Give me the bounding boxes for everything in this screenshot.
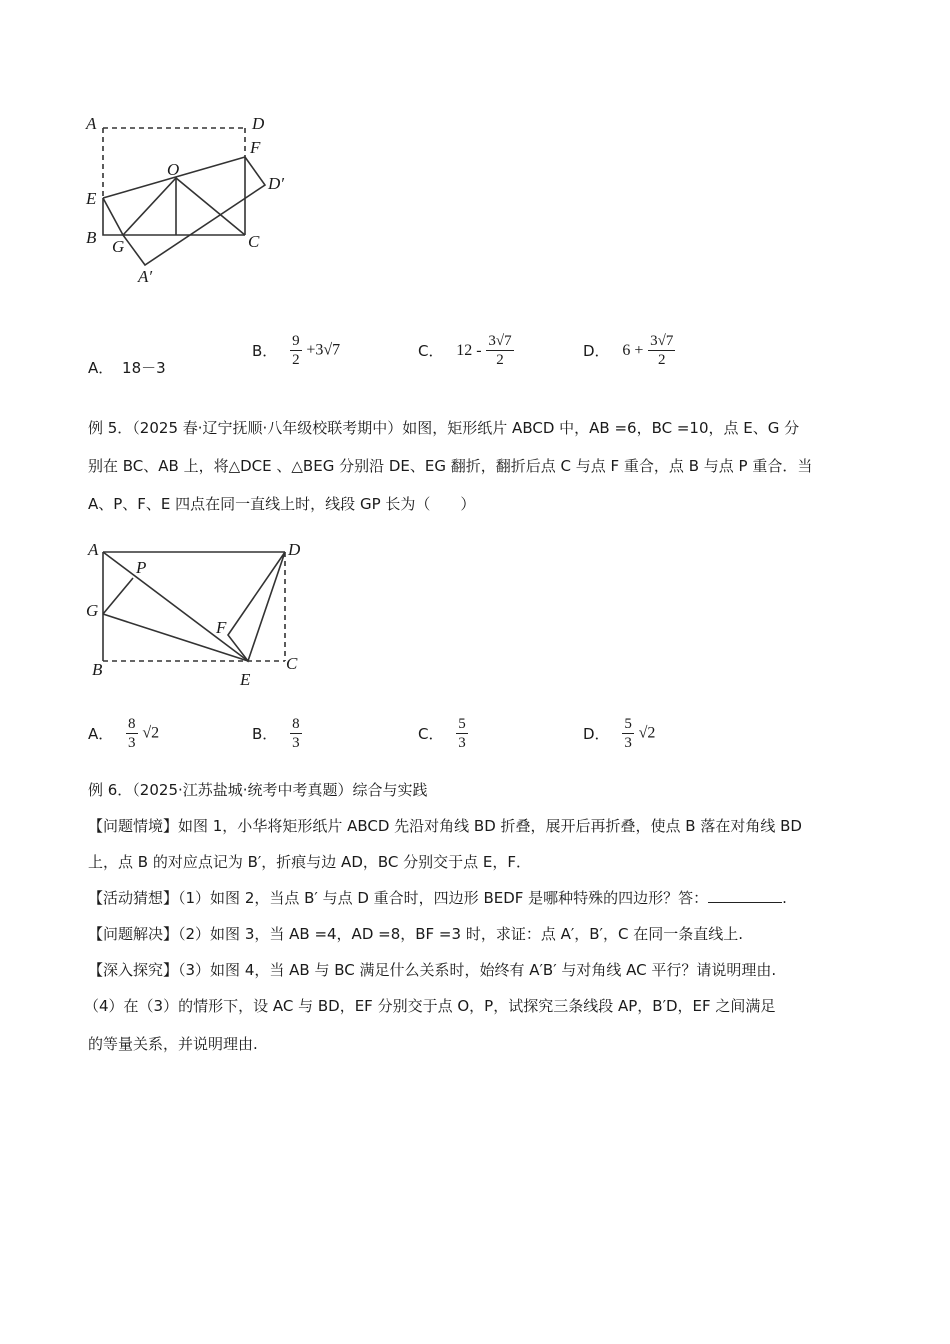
example-6-explore: 【深入探究】（3）如图 4，当 AB 与 BC 满足什么关系时，始终有 A′B′ 与对角线 AC 平行？请说明理由. <box>88 961 777 979</box>
option-label: D． <box>583 725 610 743</box>
denominator: 2 <box>292 352 300 368</box>
fraction <box>290 715 302 752</box>
label-D: D <box>288 540 301 559</box>
fraction <box>622 715 634 752</box>
fraction <box>290 332 302 369</box>
denominator: 3 <box>292 735 300 751</box>
option-head: 6 + <box>622 341 644 359</box>
denominator: 3 <box>458 735 466 751</box>
q5-option-b[interactable] <box>252 715 302 752</box>
label-B: B <box>86 228 97 247</box>
label-C: C <box>248 232 260 251</box>
option-label: A． <box>88 725 114 743</box>
q4-option-c[interactable] <box>418 332 514 369</box>
denominator: 2 <box>496 352 504 368</box>
denominator: 3 <box>128 735 136 751</box>
label-F: F <box>216 618 227 637</box>
numerator: 8 <box>292 716 300 732</box>
fraction <box>456 715 468 752</box>
example-6-part4-line-1: （4）在（3）的情形下，设 AC 与 BD，EF 分别交于点 O，P，试探究三条线段 AP，B′D，EF 之间满足 <box>84 997 776 1015</box>
label-D-prime: D′ <box>268 174 284 193</box>
q5-option-c[interactable] <box>418 715 468 752</box>
fraction <box>126 715 138 752</box>
example-6-solve: 【问题解决】（2）如图 3，当 AB =4，AD =8，BF =3 时，求证：点 A′，B′，C 在同一条直线上. <box>88 925 743 943</box>
option-label: D． <box>583 342 610 360</box>
option-label: C． <box>418 725 444 743</box>
q5-option-a[interactable] <box>88 715 159 752</box>
figure-1 <box>0 0 300 300</box>
label-P: P <box>136 558 147 577</box>
option-tail: +3√7 <box>306 341 341 359</box>
option-label: B． <box>252 725 278 743</box>
q4-option-a[interactable] <box>88 357 166 378</box>
example-6-situation-line-2: 上，点 B 的对应点记为 B′，折痕与边 AD，BC 分别交于点 E，F． <box>88 853 532 871</box>
example-5-line-3: A、P、F、E 四点在同一直线上时，线段 GP 长为（ ） <box>88 495 476 513</box>
figure-2 <box>0 530 320 690</box>
option-head: 12 - <box>456 341 482 359</box>
label-D: D <box>252 114 265 133</box>
label-B: B <box>92 660 103 679</box>
denominator: 2 <box>658 352 666 368</box>
numerator: 3√7 <box>488 333 512 349</box>
label-G: G <box>86 601 99 620</box>
denominator: 3 <box>624 735 632 751</box>
numerator: 5 <box>458 716 466 732</box>
label-E: E <box>240 670 251 689</box>
example-6-situation-line-1: 【问题情境】如图 1，小华将矩形纸片 ABCD 先沿对角线 BD 折叠，展开后再折叠，使点 B 落在对角线 BD <box>88 817 802 835</box>
label-A-prime: A′ <box>138 267 153 286</box>
label-A: A <box>88 540 99 559</box>
answer-blank[interactable] <box>708 888 782 903</box>
label-O: O <box>167 160 180 179</box>
option-tail: √2 <box>638 724 656 742</box>
numerator: 3√7 <box>650 333 674 349</box>
option-label: A． <box>88 359 114 377</box>
example-6-part4-line-2: 的等量关系，并说明理由. <box>88 1035 258 1053</box>
label-A: A <box>86 114 97 133</box>
numerator: 8 <box>128 716 136 732</box>
example-6-title: 例 6．（2025·江苏盐城·统考中考真题）综合与实践 <box>88 781 428 799</box>
option-tail: √2 <box>142 724 160 742</box>
numerator: 9 <box>292 333 300 349</box>
label-E: E <box>86 189 97 208</box>
numerator: 5 <box>624 716 632 732</box>
fraction <box>486 332 513 369</box>
option-value: 18－3 <box>122 359 166 377</box>
option-label: C． <box>418 342 444 360</box>
label-F: F <box>250 138 261 157</box>
example-6-guess <box>88 886 787 910</box>
example-5-line-2: 别在 BC、AB 上，将△DCE 、△BEG 分别沿 DE、EG 翻折，翻折后点 C 与点 F 重合，点 B 与点 P 重合．当 <box>88 457 813 475</box>
label-C: C <box>286 654 298 673</box>
guess-text: 【活动猜想】（1）如图 2，当点 B′ 与点 D 重合时，四边形 BEDF 是哪种特殊的四边形？答： <box>88 889 709 907</box>
q4-option-d[interactable] <box>583 332 675 369</box>
option-label: B． <box>252 342 278 360</box>
q4-option-b[interactable] <box>252 332 340 369</box>
label-G: G <box>112 237 125 256</box>
example-5-line-1: 例 5．（2025 春·辽宁抚顺·八年级校联考期中）如图，矩形纸片 ABCD 中，AB =6，BC =10，点 E、G 分 <box>88 419 800 437</box>
q5-option-d[interactable] <box>583 715 655 752</box>
guess-end: . <box>782 889 787 907</box>
figure-2-drawing <box>0 530 320 690</box>
fraction <box>648 332 675 369</box>
